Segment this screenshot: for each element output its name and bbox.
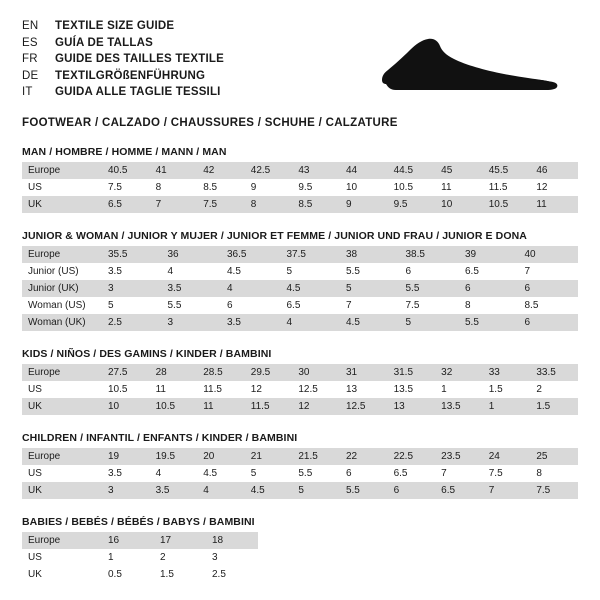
table-row [22,364,578,381]
row-label: Junior (US) [22,263,102,280]
language-title: TEXTILE SIZE GUIDE [55,20,175,32]
cell: 10 [340,179,388,196]
cell: 9 [245,179,293,196]
cell: 38.5 [400,246,460,263]
cell: 25 [530,448,578,465]
cell: 30 [292,364,340,381]
cell: 10.5 [102,381,150,398]
cell: 9.5 [388,196,436,213]
cell: 24 [483,448,531,465]
size-group-babies [22,516,578,583]
cell: 4.5 [221,263,281,280]
cell: 5.5 [340,263,400,280]
cell: 2 [530,381,578,398]
cell: 5.5 [162,297,222,314]
cell: 3.5 [102,263,162,280]
cell: 7 [435,465,483,482]
language-code: FR [22,53,38,65]
table-row [22,246,578,263]
cell: 29.5 [245,364,293,381]
cell: 12.5 [292,381,340,398]
cell: 12 [530,179,578,196]
cell: 3.5 [150,482,198,499]
language-code: EN [22,20,39,32]
cell: 13 [388,398,436,415]
language-title: TEXTILGRÖßENFÜHRUNG [55,69,206,82]
header [22,18,578,101]
row-label: Junior (UK) [22,280,102,297]
cell: 12.5 [340,398,388,415]
cell: 18 [206,532,258,549]
cell: 6 [340,465,388,482]
group-title: KIDS / NIÑOS / DES GAMINS / KINDER / BAMBINI [22,347,272,360]
cell: 3 [102,482,150,499]
size-table [22,364,578,415]
cell: 6 [221,297,281,314]
cell: 3.5 [102,465,150,482]
cell: 35.5 [102,246,162,263]
cell: 5 [245,465,293,482]
cell: 7.5 [530,482,578,499]
cell: 7 [340,297,400,314]
row-label: US [22,549,102,566]
cell: 17 [154,532,206,549]
table-row [22,280,578,297]
size-group-junior-woman [22,230,578,331]
table-row [22,297,578,314]
cell: 8 [245,196,293,213]
cell: 4 [221,280,281,297]
cell: 10 [102,398,150,415]
size-table [22,162,578,213]
size-group-kids [22,348,578,415]
size-table [22,532,258,583]
cell: 4 [281,314,341,331]
table-row [22,465,578,482]
table-row [22,448,578,465]
cell: 8 [530,465,578,482]
cell: 28.5 [197,364,245,381]
cell: 36 [162,246,222,263]
cell: 39 [459,246,519,263]
cell: 10.5 [483,196,531,213]
language-row [22,35,224,52]
cell: 5 [102,297,162,314]
table-row [22,398,578,415]
cell: 4.5 [281,280,341,297]
cell: 5.5 [340,482,388,499]
cell: 8 [459,297,519,314]
cell: 31 [340,364,388,381]
cell: 10 [435,196,483,213]
row-label: Europe [22,246,102,263]
language-code: DE [22,69,39,82]
row-label: UK [22,196,102,213]
cell: 12 [245,381,293,398]
table-row [22,482,578,499]
cell: 46 [530,162,578,179]
table-row [22,196,578,213]
cell: 11.5 [483,179,531,196]
row-label: US [22,465,102,482]
table-row [22,162,578,179]
cell: 28 [150,364,198,381]
cell: 45 [435,162,483,179]
cell: 44 [340,162,388,179]
cell: 11 [530,196,578,213]
table-row [22,263,578,280]
cell: 10.5 [150,398,198,415]
table-row [22,549,258,566]
cell: 2.5 [102,314,162,331]
language-row [22,84,224,101]
cell: 6 [519,314,579,331]
cell: 20 [197,448,245,465]
cell: 27.5 [102,364,150,381]
cell: 5.5 [400,280,460,297]
cell: 7.5 [483,465,531,482]
cell: 6 [519,280,579,297]
cell: 41 [150,162,198,179]
cell: 6.5 [459,263,519,280]
cell: 4.5 [340,314,400,331]
cell: 37.5 [281,246,341,263]
cell: 6.5 [281,297,341,314]
cell: 8.5 [519,297,579,314]
cell: 33 [483,364,531,381]
language-row [22,51,224,68]
cell: 3 [102,280,162,297]
cell: 44.5 [388,162,436,179]
language-row [22,68,224,85]
row-label: Europe [22,162,102,179]
cell: 4 [162,263,222,280]
cell: 6.5 [388,465,436,482]
language-row [22,18,224,35]
cell: 13 [340,381,388,398]
cell: 11 [197,398,245,415]
cell: 16 [102,532,154,549]
cell: 22.5 [388,448,436,465]
language-code: IT [22,86,33,98]
cell: 1.5 [483,381,531,398]
cell: 4.5 [197,465,245,482]
cell: 3 [206,549,258,566]
cell: 7.5 [102,179,150,196]
cell: 4 [150,465,198,482]
cell: 6 [459,280,519,297]
table-row [22,566,258,583]
row-label: UK [22,398,102,415]
cell: 42 [197,162,245,179]
cell: 7 [150,196,198,213]
group-title: CHILDREN / INFANTIL / ENFANTS / KINDER / BAMBINI [22,431,298,444]
cell: 6 [400,263,460,280]
cell: 6 [388,482,436,499]
row-label: UK [22,566,102,583]
cell: 8 [150,179,198,196]
language-title-list [22,18,224,101]
cell: 1.5 [154,566,206,583]
cell: 3.5 [162,280,222,297]
table-row [22,381,578,398]
cell: 4.5 [245,482,293,499]
cell: 1 [483,398,531,415]
cell: 3 [162,314,222,331]
language-title: GUIDA ALLE TAGLIE TESSILI [55,86,221,98]
cell: 12 [292,398,340,415]
cell: 43 [292,162,340,179]
cell: 5.5 [292,465,340,482]
cell: 45.5 [483,162,531,179]
cell: 33.5 [530,364,578,381]
cell: 0.5 [102,566,154,583]
row-label: Woman (US) [22,297,102,314]
cell: 11.5 [245,398,293,415]
cell: 7.5 [197,196,245,213]
cell: 5 [292,482,340,499]
cell: 22 [340,448,388,465]
cell: 19 [102,448,150,465]
table-row [22,314,578,331]
cell: 5 [400,314,460,331]
cell: 31.5 [388,364,436,381]
cell: 6.5 [102,196,150,213]
group-title: MAN / HOMBRE / HOMME / MANN / MAN [22,145,227,158]
cell: 6.5 [435,482,483,499]
size-table [22,246,578,331]
cell: 23.5 [435,448,483,465]
cell: 40.5 [102,162,150,179]
table-row [22,179,578,196]
cell: 21.5 [292,448,340,465]
cell: 4 [197,482,245,499]
cell: 38 [340,246,400,263]
group-title: JUNIOR & WOMAN / JUNIOR Y MUJER / JUNIOR ET FEMME / JUNIOR UND FRAU / JUNIOR E DONA [22,229,527,242]
cell: 40 [519,246,579,263]
cell: 19.5 [150,448,198,465]
cell: 5.5 [459,314,519,331]
row-label: Europe [22,532,102,549]
cell: 21 [245,448,293,465]
cell: 7 [519,263,579,280]
cell: 13.5 [435,398,483,415]
size-group-man [22,146,578,213]
language-code: ES [22,36,38,49]
cell: 8.5 [197,179,245,196]
cell: 11 [150,381,198,398]
language-title: GUIDE DES TAILLES TEXTILE [55,53,224,65]
cell: 5 [281,263,341,280]
size-table [22,448,578,499]
row-label: US [22,381,102,398]
cell: 2 [154,549,206,566]
cell: 11.5 [197,381,245,398]
cell: 3.5 [221,314,281,331]
cell: 8.5 [292,196,340,213]
cell: 13.5 [388,381,436,398]
cell: 10.5 [388,179,436,196]
cell: 1 [102,549,154,566]
cell: 7.5 [400,297,460,314]
row-label: Europe [22,364,102,381]
cell: 9 [340,196,388,213]
page-title: FOOTWEAR / CALZADO / CHAUSSURES / SCHUHE / CALZATURE [22,116,398,129]
cell: 36.5 [221,246,281,263]
dress-shoe-icon [380,34,560,99]
table-row [22,532,258,549]
size-group-children [22,432,578,499]
row-label: US [22,179,102,196]
cell: 5 [340,280,400,297]
row-label: Europe [22,448,102,465]
group-title: BABIES / BEBÉS / BÉBÉS / BABYS / BAMBINI [22,515,255,528]
language-title: GUÍA DE TALLAS [55,36,153,49]
row-label: Woman (UK) [22,314,102,331]
cell: 2.5 [206,566,258,583]
cell: 1.5 [530,398,578,415]
cell: 32 [435,364,483,381]
cell: 7 [483,482,531,499]
cell: 1 [435,381,483,398]
cell: 11 [435,179,483,196]
cell: 9.5 [292,179,340,196]
cell: 42.5 [245,162,293,179]
row-label: UK [22,482,102,499]
